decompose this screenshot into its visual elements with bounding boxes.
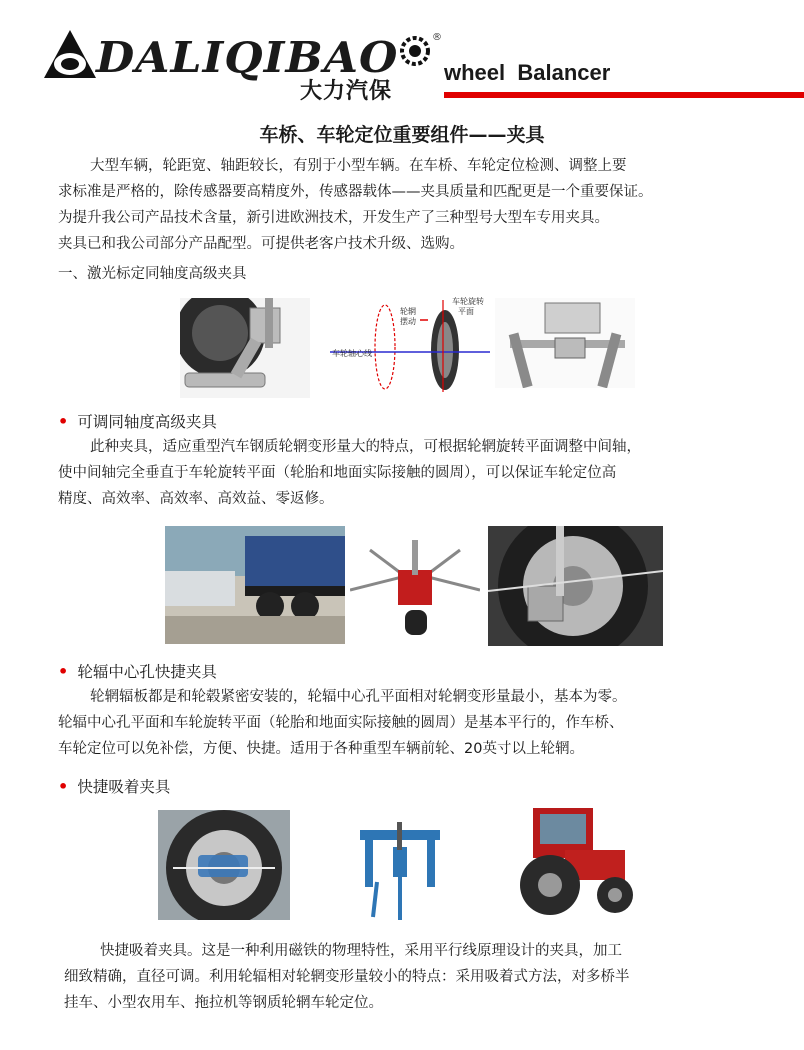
- section-heading-row: [58, 660, 217, 682]
- tractor-photo: [505, 800, 635, 922]
- registered-mark: ®: [432, 32, 442, 43]
- section3-paragraph: [58, 684, 758, 762]
- clamp-fixture-photo: [495, 298, 635, 388]
- para-line: 此种夹具，适应重型汽车钢质轮辋变形量大的特点，可根据轮辋旋转平面调整中间轴，: [90, 439, 641, 455]
- section2-paragraph: [58, 434, 758, 512]
- para-line: 轮辐中心孔平面和车轮旋转平面（轮胎和地面实际接触的圆周）是基本平行的，作车桥、: [58, 715, 624, 731]
- truck-workshop-photo: [165, 526, 345, 644]
- clamp-mounted-wheel-photo: [488, 526, 663, 646]
- intro-line: 夹具已和我公司部分产品配型。可提供老客户技术升级、选购。: [58, 236, 464, 252]
- para-line: 车轮定位可以免补偿，方便、快捷。适用于各种重型车辆前轮、20英寸以上轮辋。: [58, 741, 584, 757]
- magnetic-clamp-wheel-photo: [158, 810, 290, 920]
- header-accent-bar: [444, 92, 804, 98]
- para-line: 轮辋辐板都是和轮毂紧密安装的，轮辐中心孔平面相对轮辋变形量最小，基本为零。: [90, 689, 627, 705]
- section-heading: 快捷吸着夹具: [77, 778, 171, 796]
- bullet-icon: •: [58, 412, 69, 431]
- svg-text:轮辋: 轮辋: [400, 307, 416, 316]
- svg-text:摆动: 摆动: [400, 317, 416, 326]
- product-line: wheel Balancer: [444, 60, 611, 85]
- logo-mark-icon: [40, 26, 100, 86]
- section-heading-row: [58, 410, 217, 432]
- para-line: 精度、高效率、高效率、高效益、零返修。: [58, 491, 334, 507]
- adjustable-clamp-photo: [350, 540, 480, 640]
- section-heading-row: [58, 775, 170, 797]
- clamp-on-wheel-photo: [180, 298, 310, 398]
- section-heading: 可调同轴度高级夹具: [77, 413, 217, 431]
- coaxial-diagram: [330, 292, 490, 392]
- para-line: 快捷吸着夹具。这是一种利用磁铁的物理特性，采用平行线原理设计的夹具，加工: [100, 943, 622, 959]
- brand-name-cn: 大力汽保: [300, 79, 393, 104]
- section-heading: 轮辐中心孔快捷夹具: [77, 663, 217, 681]
- magnetic-clamp-photo: [355, 822, 445, 922]
- intro-line: 求标准是严格的，除传感器要高精度外，传感器载体——夹具质量和匹配更是一个重要保证。: [58, 184, 653, 200]
- svg-text:平面: 平面: [458, 307, 474, 316]
- bullet-icon: •: [58, 777, 69, 796]
- bullet-icon: •: [58, 662, 69, 681]
- brand-name: DALIQIBAO: [96, 33, 399, 82]
- para-line: 挂车、小型农用车、拖拉机等钢质轮辋车轮定位。: [64, 995, 383, 1011]
- intro-line: 为提升我公司产品技术含量，新引进欧洲技术，开发生产了三种型号大型车专用夹具。: [58, 210, 609, 226]
- svg-text:车轮旋转: 车轮旋转: [452, 297, 484, 306]
- para-line: 使中间轴完全垂直于车轮旋转平面（轮胎和地面实际接触的圆周），可以保证车轮定位高: [58, 465, 617, 481]
- intro-paragraph: [58, 153, 758, 257]
- gear-icon: [400, 36, 430, 66]
- page-title: 车桥、车轮定位重要组件——夹具: [259, 124, 545, 146]
- section4-paragraph: [58, 938, 758, 1016]
- intro-line: 大型车辆，轮距宽、轴距较长，有别于小型车辆。在车桥、车轮定位检测、调整上要: [90, 158, 627, 174]
- svg-text:车轮轴心线: 车轮轴心线: [332, 349, 372, 358]
- section-heading: 一、激光标定同轴度高级夹具: [58, 266, 247, 282]
- para-line: 细致精确，直径可调。利用轮辐相对轮辋变形量较小的特点：采用吸着式方法，对多桥半: [64, 969, 630, 985]
